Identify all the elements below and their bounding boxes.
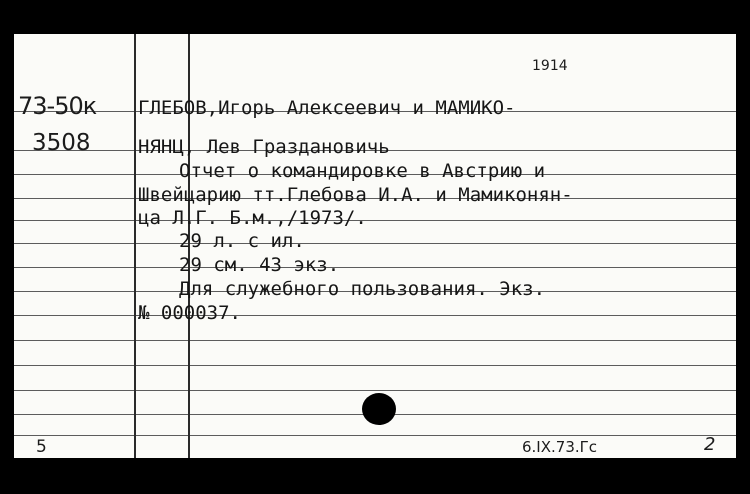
margin-rule [134,34,136,458]
record-line-imprint: ца Л.Г. Б.м.,/1973/. [138,207,367,229]
punch-hole [362,393,396,425]
ruled-line [14,243,736,244]
record-line-size: 29 см. 43 экз. [179,254,340,276]
year-mark: 1914 [532,58,568,74]
bottom-left-mark: 5 [36,437,47,457]
call-number-primary: 73-50к [18,92,97,120]
call-number-secondary: 3508 [32,130,91,156]
record-line-author: ГЛЕБОВ,Игорь Алексеевич и МАМИКО- [138,97,516,119]
ruled-line [14,365,736,366]
ruled-line [14,340,736,341]
record-line-copy-number: № 000037. [138,302,241,324]
ruled-line [14,315,736,316]
accession-date: 6.IX.73.Гс [522,438,598,456]
ruled-line [14,220,736,221]
record-line-restriction: Для служебного пользования. Экз. [179,278,546,300]
ruled-line [14,390,736,391]
record-line-title: Отчет о командировке в Австрию и [179,160,546,182]
bottom-right-mark: 2 [704,434,716,455]
ruled-line [14,435,736,436]
record-line-title-cont: Швейцарию тт.Глебова И.А. и Мамиконян- [138,184,573,206]
ruled-line [14,267,736,268]
record-line-coauthor: НЯНЦ, Лев Граздановичь [138,136,390,158]
record-line-pages: 29 л. с ил. [179,230,305,252]
catalog-card [14,34,736,458]
